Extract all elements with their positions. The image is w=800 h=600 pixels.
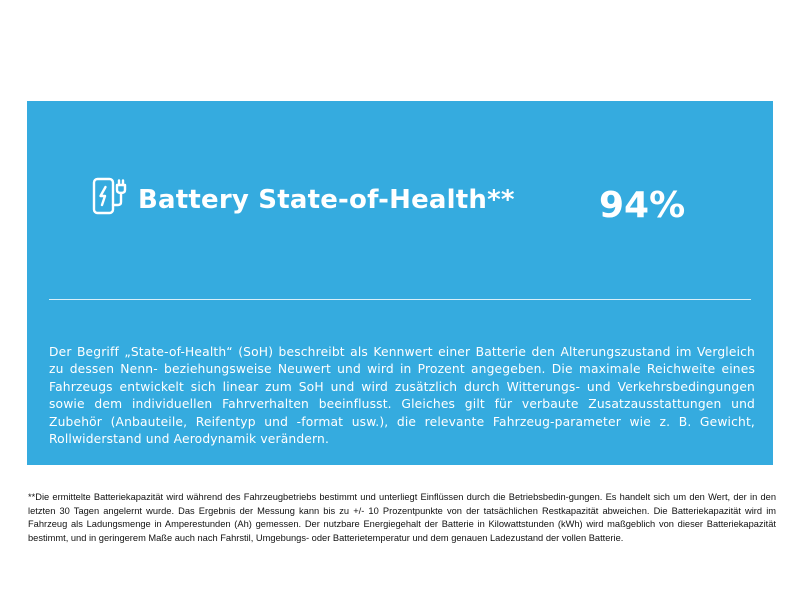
soh-description: Der Begriff „State-of-Health“ (SoH) beschreibt als Kennwert einer Batterie den Alterungszustand im Vergleich zu dessen Nenn- beziehungsweise Neuwert und wird in Prozent angegeben. Die maximale Reichweite eines Fahrzeugs entwickelt sich linear zum SoH und wird zusätzlich durch Witterungs- und Verkehrsbedingungen sowie dem individuellen Fahrverhalten beeinflusst. Gleiches gilt für verbaute Zusatzausstattungen und Zubehör (Anbauteile, Reifentyp und -format usw.), die relevante Fahrzeug-parameter wie z. B. Gewicht, Rollwiderstand und Aerodynamik verändern. [49, 345, 755, 447]
footnote: **Die ermittelte Batteriekapazität wird während des Fahrzeugbetriebs bestimmt und unterliegt Einflüssen durch die Betriebsbedin-gungen. Es handelt sich um den Wert, der in den letzten 30 Tagen angelernt wurde. Das Ergebnis der Messung kann bis zu +/- 10 Prozentpunkte von der tatsächlichen Restkapazität abweichen. Die Batteriekapazität wird im Fahrzeug als Ladungsmenge in Amperestunden (Ah) gemessen. Der nutzbare Energiegehalt der Batterie in Kilowattstunden (kWh) wird maßgeblich von dieser Batteriekapazität bestimmt, und in geringerem Maße auch nach Fahrstil, Umgebungs- oder Batterietemperatur und dem genauen Ladezustand der vollen Batterie. [28, 492, 776, 543]
battery-health-panel [27, 101, 773, 465]
battery-charging-icon [92, 175, 132, 217]
soh-value: 94% [599, 185, 686, 226]
soh-label: Battery State-of-Health** [138, 185, 515, 215]
divider [49, 299, 751, 300]
